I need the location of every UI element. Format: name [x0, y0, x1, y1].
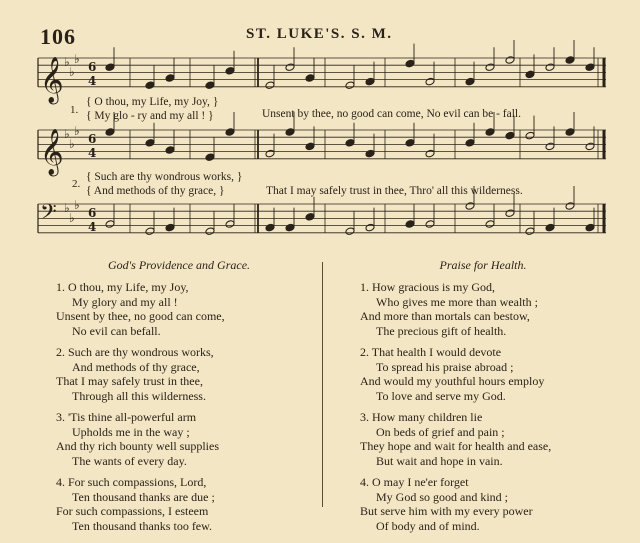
- stanza-line: On beds of grief and pain ;: [376, 424, 505, 439]
- stanza: [44, 410, 314, 468]
- right-hymn: [348, 258, 618, 540]
- note: [465, 77, 475, 86]
- note: [505, 131, 515, 140]
- note: [305, 213, 315, 222]
- stanza-line: The wants of every day.: [72, 453, 187, 468]
- column-divider: [322, 262, 323, 507]
- bass-clef-icon: 𝄢: [40, 200, 57, 230]
- time-signature-bottom: 4: [88, 74, 97, 88]
- left-hymn: [44, 258, 314, 540]
- lyric-line: { My glo - ry and my all ! }: [86, 110, 214, 122]
- note: [345, 81, 355, 90]
- note: [425, 220, 435, 229]
- note: [145, 81, 155, 90]
- note: [505, 209, 515, 218]
- verse-number: 2.: [72, 178, 81, 190]
- note: [365, 223, 375, 232]
- stanza-line: My glory and my all !: [72, 294, 178, 309]
- note: [585, 63, 595, 72]
- stanza-line: Who gives me more than wealth ;: [376, 294, 538, 309]
- note: [585, 223, 595, 232]
- note: [145, 227, 155, 236]
- time-signature-top: 6: [88, 60, 97, 74]
- stanza-line: 1. O thou, my Life, my Joy,: [56, 280, 189, 294]
- stanza-line: And thy rich bounty well supplies: [56, 439, 219, 453]
- time-signature-bottom: 4: [88, 220, 97, 234]
- stanza-line: To spread his praise abroad ;: [376, 359, 514, 374]
- flat-icon: ♭: [64, 201, 70, 215]
- lyric-line: { Such are thy wondrous works, }: [86, 171, 243, 183]
- note: [545, 223, 555, 232]
- note: [545, 63, 555, 72]
- note: [205, 227, 215, 236]
- note: [285, 223, 295, 232]
- stanza-line: Through all this wilderness.: [72, 388, 206, 403]
- lyric-line: Unsent by thee, no good can come, No evil can be - fall.: [262, 108, 521, 120]
- stanza: [44, 475, 314, 533]
- note: [545, 142, 555, 151]
- page-number: 106: [40, 24, 76, 49]
- music-score: [0, 0, 640, 260]
- lyric-line: { And methods of thy grace, }: [86, 185, 225, 197]
- note: [225, 67, 235, 76]
- verse-number: 1.: [70, 104, 79, 116]
- stanza-line: For such compassions, I esteem: [56, 504, 209, 518]
- flat-icon: ♭: [64, 127, 70, 141]
- stanza-line: No evil can befall.: [72, 323, 161, 338]
- stanza-line: And methods of thy grace,: [72, 359, 200, 374]
- stanza-line: 2. That health I would devote: [360, 345, 502, 359]
- stanza-line: But serve him with my every power: [360, 504, 533, 518]
- note: [105, 63, 115, 72]
- note: [565, 128, 575, 137]
- note: [285, 63, 295, 72]
- note: [485, 128, 495, 137]
- note: [525, 70, 535, 79]
- flat-icon: ♭: [74, 198, 80, 212]
- note: [485, 220, 495, 229]
- stanza-line: 4. O may I ne'er forget: [360, 475, 469, 489]
- flat-icon: ♭: [74, 124, 80, 138]
- note: [265, 149, 275, 158]
- note: [345, 227, 355, 236]
- note: [145, 139, 155, 148]
- stanza: [348, 280, 618, 338]
- note: [425, 77, 435, 86]
- stanza-line: 2. Such are thy wondrous works,: [56, 345, 214, 359]
- note: [285, 128, 295, 137]
- stanza-line: The precious gift of health.: [376, 323, 507, 338]
- note: [265, 81, 275, 90]
- note: [405, 59, 415, 68]
- stanza: [348, 345, 618, 403]
- note: [305, 142, 315, 151]
- note: [465, 202, 475, 211]
- stanza-line: Of body and of mind.: [376, 518, 480, 533]
- note: [425, 149, 435, 158]
- flat-icon: ♭: [69, 137, 75, 151]
- note: [165, 146, 175, 155]
- time-signature-bottom: 4: [88, 146, 97, 160]
- stanza-line: Unsent by thee, no good can come,: [56, 309, 225, 323]
- stanza-line: And would my youthful hours employ: [360, 374, 545, 388]
- note: [365, 77, 375, 86]
- flat-icon: ♭: [74, 52, 80, 66]
- note: [165, 74, 175, 83]
- note: [525, 131, 535, 140]
- note: [405, 139, 415, 148]
- note: [485, 63, 495, 72]
- note: [205, 81, 215, 90]
- note: [105, 128, 115, 137]
- stanza-line: Ten thousand thanks too few.: [72, 518, 213, 533]
- stanza-line: 3. How many children lie: [360, 410, 483, 424]
- flat-icon: ♭: [64, 55, 70, 69]
- stanza: [44, 345, 314, 403]
- flat-icon: ♭: [69, 211, 75, 225]
- note: [565, 56, 575, 65]
- note: [525, 227, 535, 236]
- stanza-line: My God so good and kind ;: [376, 489, 508, 504]
- note: [505, 56, 515, 65]
- flat-icon: ♭: [69, 65, 75, 79]
- stanza: [348, 475, 618, 533]
- stanza: [44, 280, 314, 338]
- hymn-title: Praise for Health.: [439, 258, 527, 272]
- stanza-line: And more than mortals can bestow,: [360, 309, 530, 323]
- lyric-line: That I may safely trust in thee, Thro' all this wilderness.: [266, 185, 523, 197]
- stanza-line: They hope and wait for health and ease,: [360, 439, 552, 453]
- time-signature-top: 6: [88, 206, 97, 220]
- note: [205, 153, 215, 162]
- note: [565, 202, 575, 211]
- hymn-title: God's Providence and Grace.: [107, 258, 251, 272]
- note: [405, 220, 415, 229]
- stanza-line: Ten thousand thanks are due ;: [72, 489, 215, 504]
- stanza-line: Upholds me in the way ;: [72, 424, 190, 439]
- note: [365, 149, 375, 158]
- stanza: [348, 410, 618, 468]
- treble-clef-icon: 𝄞: [40, 56, 64, 103]
- note: [585, 142, 595, 151]
- note: [105, 220, 115, 229]
- stanza-line: 1. How gracious is my God,: [360, 280, 495, 294]
- tune-title: ST. LUKE'S. S. M.: [246, 26, 393, 42]
- treble-clef-icon: 𝄞: [40, 128, 64, 175]
- note: [225, 128, 235, 137]
- stanza-line: 4. For such compassions, Lord,: [56, 475, 207, 489]
- note: [465, 139, 475, 148]
- lyric-line: { O thou, my Life, my Joy, }: [86, 96, 219, 108]
- stanza-line: That I may safely trust in thee,: [56, 374, 203, 388]
- note: [265, 223, 275, 232]
- stanza-line: 3. 'Tis thine all-powerful arm: [56, 410, 197, 424]
- note: [225, 220, 235, 229]
- note: [305, 74, 315, 83]
- time-signature-top: 6: [88, 132, 97, 146]
- stanza-line: To love and serve my God.: [376, 388, 506, 403]
- note: [165, 223, 175, 232]
- note: [345, 139, 355, 148]
- stanza-line: But wait and hope in vain.: [376, 453, 503, 468]
